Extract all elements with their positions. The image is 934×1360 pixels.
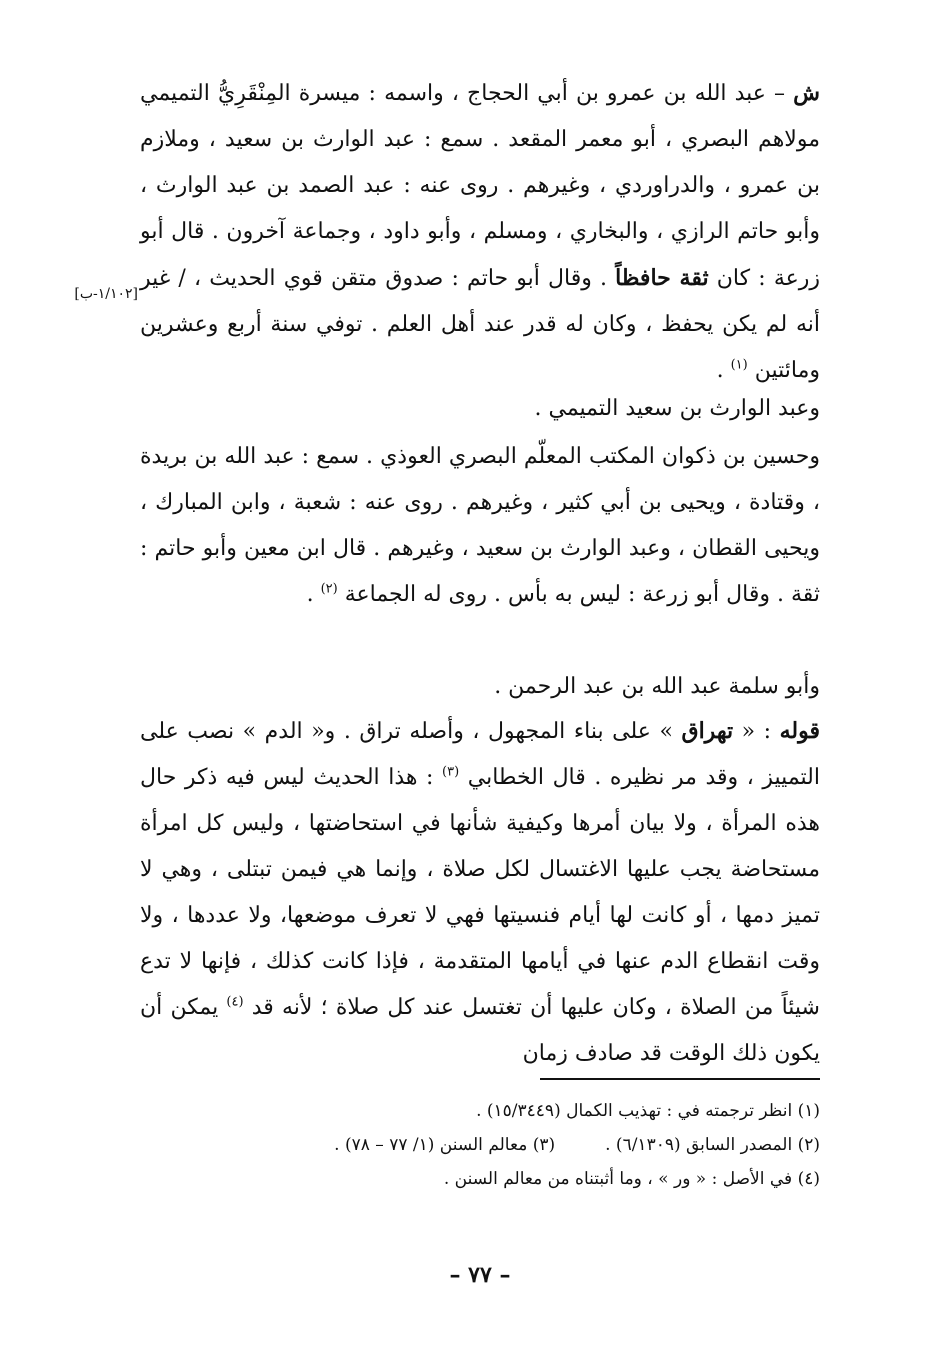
paragraph-body-b: » على بناء المجهول ، وأصله تراق . و« الدم » نصب على التمييز ، وقد مر نظيره . قال الخطابي bbox=[140, 719, 820, 790]
paragraph-body-a: : « bbox=[733, 719, 780, 744]
paragraph-body-d: يمكن أن يكون ذلك الوقت قد صادف زمان bbox=[140, 995, 820, 1066]
paragraph-commentary bbox=[140, 708, 820, 1077]
siglum-lead: ش bbox=[793, 80, 820, 106]
paragraph-biography-abdullah bbox=[140, 70, 820, 394]
page-number: – ٧٧ – bbox=[449, 1262, 511, 1288]
footnote-ref-4[interactable]: (٤) bbox=[226, 994, 244, 1010]
paragraph-body-c: : هذا الحديث ليس فيه ذكر حال هذه المرأة ، ولا بيان أمرها وكيفية شأنها في استحاضتها ، وليس كل امرأة مستحاضة يجب عليها الاغتسال لكل صلاة ، وإنما هي فيمن تبتلى ، وهي لا تميز دمها ، أو كانت لها أيام فنسيتها فهي لا تعرف موضعها، ولا عددها ، ولا وقت انقطاع الدم عنها في أيامها المتقدمة ، فإذا كانت كذلك ، فإنها لا تدع شيئاً من الصلاة ، وكان عليها أن تغتسل عند كل صلاة ؛ لأنه قد bbox=[140, 765, 820, 1020]
footnote-3: (٣) معالم السنن (١/ ٧٧ – ٧٨) . bbox=[334, 1135, 556, 1155]
paragraph-body: – عبد الله بن عمرو بن أبي الحجاج ، واسمه : ميسرة المِنْقَرِيُّ التميمي مولاهم البصري ، أبو معمر المقعد . سمع : عبد الوارث بن سعيد ، وملازم بن عمرو ، والدراوردي ، وغيرهم . روى عنه : عبد الصمد بن عبد الوارث ، وأبو حاتم الرازي ، والبخاري ، ومسلم ، وأبو داود ، وجماعة آخرون . قال أبو زرعة : كان bbox=[140, 81, 820, 291]
paragraph-abu-salama bbox=[140, 664, 820, 710]
footnotes-section bbox=[140, 1094, 820, 1196]
paragraph-text bbox=[140, 708, 820, 1077]
paragraph-text bbox=[140, 70, 820, 394]
paragraph-body-continued: . وقال أبو حاتم : صدوق متقن قوي الحديث ، / غير أنه لم يكن يحفظ ، وكان له قدر عند أهل العلم . توفي سنة أربع وعشرين ومائتين bbox=[140, 266, 820, 383]
margin-folio-note: [١/١٠٢-ب] bbox=[74, 286, 138, 302]
footnote-ref-1[interactable]: (١) bbox=[730, 357, 748, 373]
footnote-4: (٤) في الأصل : « ور » ، وما أثبتناه من معالم السنن . bbox=[443, 1169, 820, 1189]
paragraph-biography-husayn bbox=[140, 434, 820, 618]
paragraph-end: . bbox=[306, 582, 321, 607]
footnote-ref-3[interactable]: (٣) bbox=[442, 764, 460, 780]
paragraph-end: . bbox=[716, 358, 731, 383]
paragraph-text bbox=[140, 434, 820, 618]
footnote-2: (٢) المصدر السابق (٦/١٣٠٩) . bbox=[605, 1135, 820, 1155]
emphasis-text: ثقة حافظاً bbox=[615, 265, 709, 291]
footnote-1: (١) انظر ترجمته في : تهذيب الكمال (١٥/٣٤٤٩) . bbox=[476, 1101, 820, 1121]
paragraph-text: وأبو سلمة عبد الله بن عبد الرحمن . bbox=[494, 674, 820, 699]
paragraph-text: وعبد الوارث بن سعيد التميمي . bbox=[534, 396, 820, 421]
commentary-lead: قوله bbox=[779, 718, 821, 744]
quoted-term: تهراق bbox=[681, 718, 734, 744]
footnote-ref-2[interactable]: (٢) bbox=[320, 581, 338, 597]
paragraph-abdulwarith bbox=[140, 386, 820, 432]
footnote-line-2 bbox=[140, 1128, 820, 1162]
footnote-divider bbox=[540, 1078, 820, 1080]
paragraph-body: وحسين بن ذكوان المكتب المعلّم البصري العوذي . سمع : عبد الله بن بريدة ، وقتادة ، ويحيى بن أبي كثير ، وغيرهم . روى عنه : شعبة ، وابن المبارك ، ويحيى القطان ، وعبد الوارث بن سعيد ، وغيرهم . قال ابن معين وأبو حاتم : ثقة . وقال أبو زرعة : ليس به بأس . روى له الجماعة bbox=[140, 444, 820, 607]
